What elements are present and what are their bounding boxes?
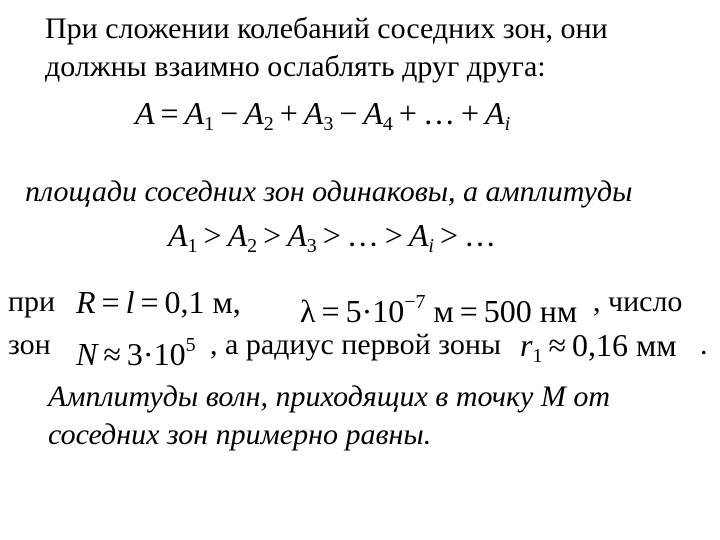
inequality-formula: $A_1 > A_2 > A_3$ > … > $A_i$ > … bbox=[168, 217, 496, 257]
areas-line: площади соседних зон одинаковы, а амплитуды bbox=[25, 175, 633, 208]
row3-r-formula: R = l = 0,1 м, bbox=[76, 284, 241, 320]
row4-zon: зон bbox=[8, 328, 51, 361]
sum-formula: $A = A_1 - A_2 + A_3 - A_4$ + … + $A_i$ bbox=[135, 95, 511, 135]
conclusion-line-1: Амплитуды волн, приходящих в точку М от bbox=[48, 380, 611, 413]
row3-lambda-formula: $\lambda = 5\cdot 10^{-7}$ м = 500 нм bbox=[300, 291, 578, 329]
row3-chislo: , число bbox=[593, 285, 683, 318]
row4-n-formula: $N \approx 3\cdot 10^5$ bbox=[76, 334, 196, 372]
row3-pri: при bbox=[8, 285, 56, 318]
conclusion-line-2: соседних зон примерно равны. bbox=[48, 418, 432, 451]
intro-line-1: При сложении колебаний соседних зон, они bbox=[45, 12, 608, 45]
row4-r1-formula: $r_1 \approx 0,16$ мм bbox=[520, 327, 677, 367]
row4-period: . bbox=[700, 328, 708, 361]
intro-line-2: должны взаимно ослаблять друг друга: bbox=[45, 50, 546, 83]
row4-radius-text: , а радиус первой зоны bbox=[210, 328, 502, 361]
